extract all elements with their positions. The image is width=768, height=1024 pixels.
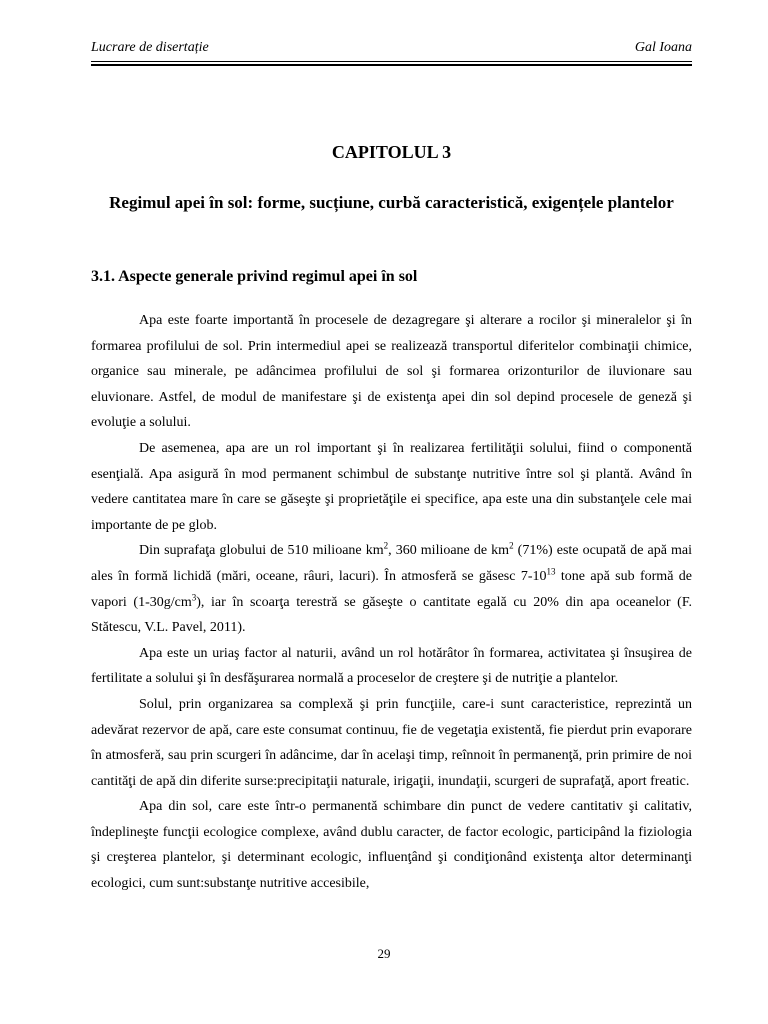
header-author-name: Gal Ioana <box>634 40 692 55</box>
paragraph-5: Solul, prin organizarea sa complexă şi prin funcţiile, care-i sunt caracteristice, reprezintă un adevărat rezervor de apă, care este consumat continuu, fie de vegetaţia existentă, fie pierdut prin evaporare în atmosferă, sau prin scurgeri în adâncime, dar în acelaşi timp, reînnoit în permanenţă, prin primire de noi cantităţi de apă din diferite surse:precipitaţii naturale, irigaţii, inundaţii, scurgeri de suprafaţă, aport freatic. <box>91 696 692 789</box>
page-number: 29 <box>377 946 391 961</box>
chapter-title: Regimul apei în sol: forme, sucțiune, curbă caracteristică, exigențele plantelor <box>109 193 674 212</box>
chapter-number: CAPITOLUL 3 <box>331 142 452 162</box>
paragraph-3 <box>91 538 692 640</box>
paragraph-4: Apa este un uriaş factor al naturii, având un rol hotărâtor în formarea, activitatea şi însuşirea de fertilitate a solului şi în desfăşurarea normală a proceselor de creştere şi de nutriţie a plantelor. <box>91 645 692 687</box>
body-text <box>91 308 692 897</box>
superscript-cm3: 3 <box>191 591 197 602</box>
paragraph-2: De asemenea, apa are un rol important şi în realizarea fertilităţii solului, fiind o componentă esenţială. Apa asigură în mod permanent schimbul de substanţe nutritive între sol şi plantă. Având în vedere cantitatea mare în care se găseşte şi proprietăţile ei specifice, apa este una din substanţele cele mai importante de pe glob. <box>91 440 692 533</box>
paragraph-3-part-c: (71%) este ocupată de apă mai ales în formă lichidă (mări, oceane, râuri, lacuri). În atmosferă se găsesc 7-10 <box>91 543 693 584</box>
superscript-km2-a: 2 <box>383 540 389 551</box>
superscript-km2-b: 2 <box>509 540 514 551</box>
paragraph-3-part-a: Din suprafaţa globului de 510 milioane km <box>139 543 384 559</box>
paragraph-3-part-e: ), iar în scoarţa terestră se găseşte o cantitate egală cu 20% din apa oceanelor (F. Stătescu, V.L. Pavel, 2011). <box>91 594 692 636</box>
paragraph-1: Apa este foarte importantă în procesele de dezagregare şi alterare a rocilor şi mineralelor şi în formarea profilului de sol. Prin intermediul apei se realizează transportul diferitelor combinaţii chimice, organice sau minerale, pe adâncimea profilului de sol şi formarea orizonturilor de iluvionare sau eluvionare. Astfel, de modul de manifestare şi de existenţa apei din sol depind procesele de geneză şi evoluţie a solului. <box>91 313 692 431</box>
paragraph-6: Apa din sol, care este într-o permanentă schimbare din punct de vedere cantitativ şi calitativ, îndeplineşte funcţii ecologice complexe, având dublu caracter, de factor ecologic, participând la fiziologia şi creşterea plantelor, şi determinant ecologic, influenţând şi condiţionând existenţa altor determinanţi ecologici, cum sunt:substanţe nutritive accesibile, <box>91 799 692 892</box>
superscript-exponent-13: 13 <box>546 566 556 577</box>
running-header <box>91 40 692 62</box>
header-rule-thick <box>91 64 692 66</box>
paragraph-3-part-d: tone apă sub formă de vapori (1-30g/cm <box>91 568 693 610</box>
header-thesis-type: Lucrare de disertație <box>91 40 209 55</box>
section-heading: 3.1. Aspecte generale privind regimul apei în sol <box>91 268 418 285</box>
paragraph-3-part-b: , 360 milioane de km <box>388 543 510 559</box>
header-rule-thin <box>91 61 692 62</box>
